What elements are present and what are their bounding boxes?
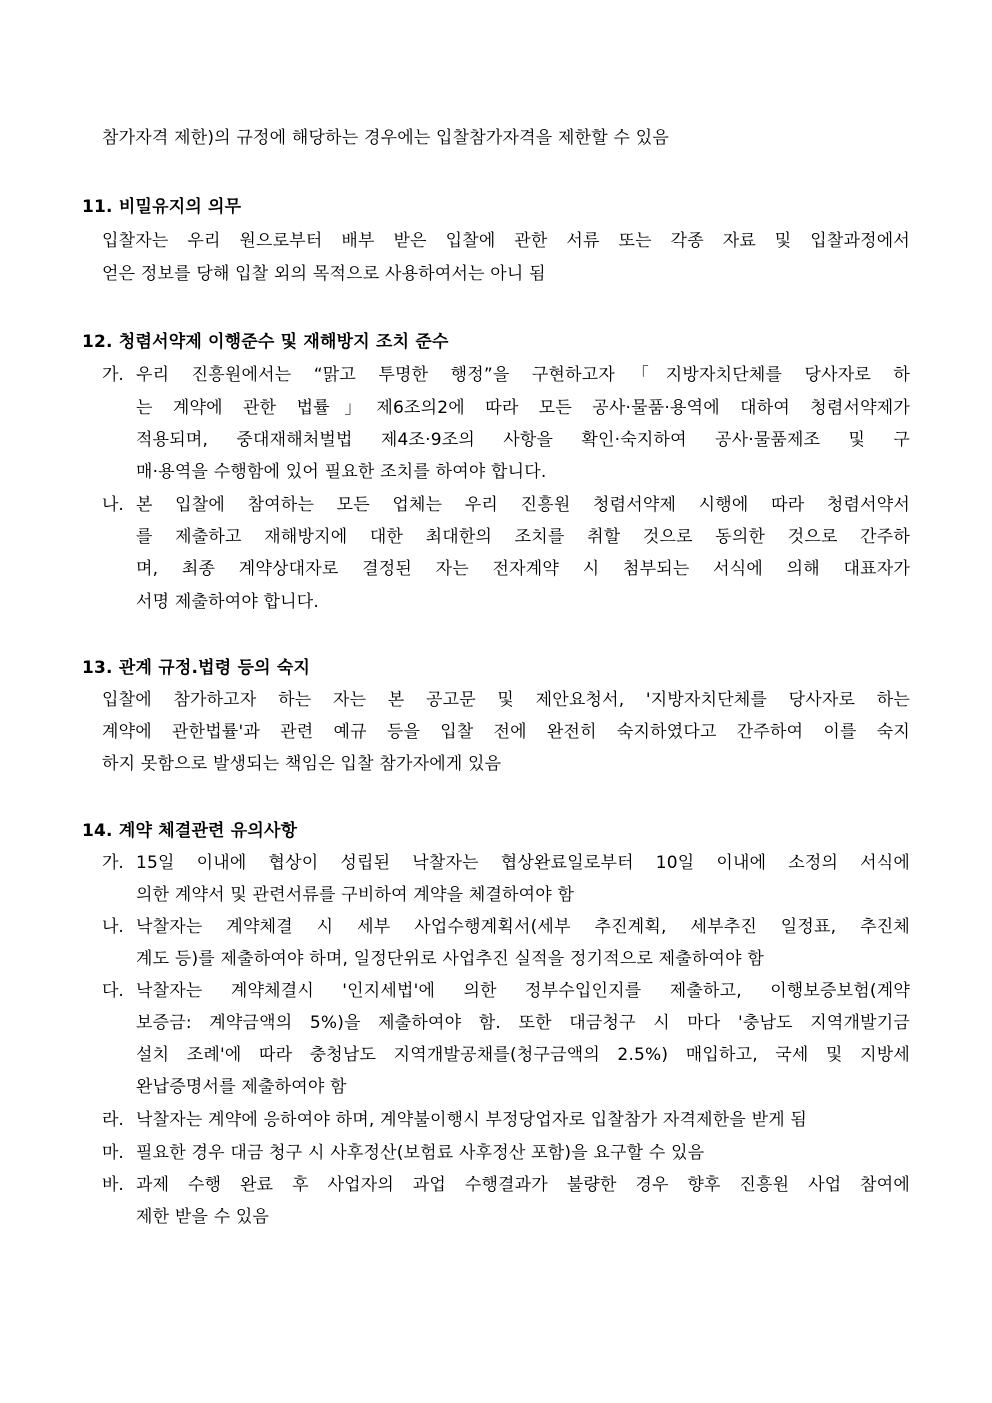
section-12-item-line: 는 계약에 관한 법률」제6조의2에 따라 모든 공사·물품·용역에 대하여 청렴서약제가 bbox=[136, 398, 910, 418]
section-14-item-line: 제한 받을 수 있음 bbox=[136, 1207, 270, 1227]
section-13-line: 입찰에 참가하고자 하는 자는 본 공고문 및 제안요청서, '지방자치단체를 당사자로 하는 bbox=[102, 690, 910, 710]
intro-line: 참가자격 제한)의 규정에 해당하는 경우에는 입찰참가자격을 제한할 수 있음 bbox=[102, 128, 669, 148]
section-11-line: 얻은 정보를 당해 입찰 외의 목적으로 사용하여서는 아니 됨 bbox=[102, 264, 546, 284]
item-marker: 가. bbox=[102, 365, 124, 385]
section-12-heading: 12. 청렴서약제 이행준수 및 재해방지 조치 준수 bbox=[82, 332, 449, 352]
section-12-item-line: 본 입찰에 참여하는 모든 업체는 우리 진흥원 청렴서약제 시행에 따라 청렴서약서 bbox=[136, 495, 910, 515]
item-marker: 다. bbox=[102, 981, 124, 1001]
section-14-item-line: 낙찰자는 계약체결 시 세부 사업수행계획서(세부 추진계획, 세부추진 일정표, 추진체 bbox=[136, 917, 910, 937]
section-14-item-line: 15일 이내에 협상이 성립된 낙찰자는 협상완료일로부터 10일 이내에 소정의 서식에 bbox=[136, 853, 910, 873]
section-12-item-line: 서명 제출하여야 합니다. bbox=[136, 592, 320, 612]
section-12-item-line: 며, 최종 계약상대자로 결정된 자는 전자계약 시 첨부되는 서식에 의해 대표자가 bbox=[136, 559, 910, 579]
item-marker: 나. bbox=[102, 917, 124, 937]
item-marker: 가. bbox=[102, 853, 124, 873]
section-14-item-line: 설치 조례'에 따라 충청남도 지역개발공채를(청구금액의 2.5%) 매입하고, 국세 및 지방세 bbox=[136, 1045, 910, 1065]
section-11-line: 입찰자는 우리 원으로부터 배부 받은 입찰에 관한 서류 또는 각종 자료 및 입찰과정에서 bbox=[102, 231, 910, 251]
section-13-line: 계약에 관한법률'과 관련 예규 등을 입찰 전에 완전히 숙지하였다고 간주하여 이를 숙지 bbox=[102, 722, 910, 742]
item-marker: 마. bbox=[102, 1143, 124, 1163]
section-12-item-line: 적용되며, 중대재해처벌법 제4조·9조의 사항을 확인·숙지하여 공사·물품제조 및 구 bbox=[136, 430, 910, 450]
item-marker: 바. bbox=[102, 1175, 124, 1195]
section-14-item-line: 완납증명서를 제출하여야 함 bbox=[136, 1077, 347, 1097]
section-14-item-line: 낙찰자는 계약에 응하여야 하며, 계약불이행시 부정당업자로 입찰참가 자격제한을 받게 됨 bbox=[136, 1110, 808, 1130]
section-13-line: 하지 못함으로 발생되는 책임은 입찰 참가자에게 있음 bbox=[102, 754, 502, 774]
section-14-item-line: 계도 등)를 제출하여야 하며, 일정단위로 사업추진 실적을 정기적으로 제출하여야 함 bbox=[136, 949, 765, 969]
section-14-item-line: 보증금: 계약금액의 5%)을 제출하여야 함. 또한 대금청구 시 마다 '충남도 지역개발기금 bbox=[136, 1013, 910, 1033]
section-14-item-line: 필요한 경우 대금 청구 시 사후정산(보험료 사후정산 포함)을 요구할 수 있음 bbox=[136, 1143, 705, 1163]
section-13-heading: 13. 관계 규정.법령 등의 숙지 bbox=[82, 658, 311, 678]
item-marker: 라. bbox=[102, 1110, 124, 1130]
item-marker: 나. bbox=[102, 495, 124, 515]
section-12-item-line: 를 제출하고 재해방지에 대한 최대한의 조치를 취할 것으로 동의한 것으로 간주하 bbox=[136, 527, 910, 547]
section-12-item-line: 매·용역을 수행함에 있어 필요한 조치를 하여야 합니다. bbox=[136, 462, 547, 482]
section-14-item-line: 낙찰자는 계약체결시 '인지세법'에 의한 정부수입인지를 제출하고, 이행보증보험(계약 bbox=[136, 981, 910, 1001]
section-11-heading: 11. 비밀유지의 의무 bbox=[82, 197, 242, 217]
section-14-item-line: 과제 수행 완료 후 사업자의 과업 수행결과가 불량한 경우 향후 진흥원 사업 참여에 bbox=[136, 1175, 910, 1195]
section-14-heading: 14. 계약 체결관련 유의사항 bbox=[82, 821, 298, 841]
section-14-item-line: 의한 계약서 및 관련서류를 구비하여 계약을 체결하여야 함 bbox=[136, 885, 575, 905]
section-12-item-line: 우리 진흥원에서는 “맑고 투명한 행정”을 구현하고자「지방자치단체를 당사자로 하 bbox=[136, 365, 910, 385]
